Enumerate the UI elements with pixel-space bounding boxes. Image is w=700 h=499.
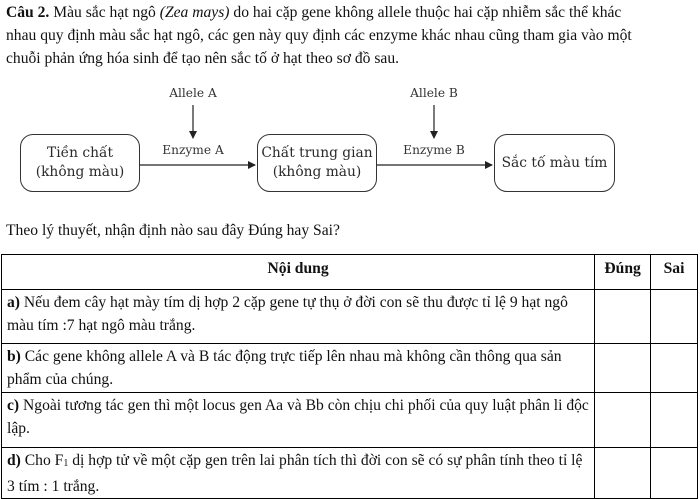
table-header-row xyxy=(2,255,698,290)
answer-false-cell-d[interactable] xyxy=(651,448,698,499)
statement-key: c) xyxy=(7,397,20,414)
allele-b-label: Allele B xyxy=(410,86,458,100)
pathway-diagram xyxy=(0,75,700,205)
table-row xyxy=(2,393,698,448)
table-row xyxy=(2,448,698,499)
allele-a-label: Allele A xyxy=(169,86,217,100)
box-sublabel: (không màu) xyxy=(272,164,362,180)
box-label: Chất trung gian xyxy=(261,145,373,161)
box-label: Sắc tố màu tím xyxy=(501,154,608,171)
statement-text: Ngoài tương tác gen thì một locus gen Aa và Bb còn chịu chi phối của quy luật phân li độc lập. xyxy=(7,397,589,437)
statement-b xyxy=(2,344,595,393)
pigment-box xyxy=(494,134,615,192)
box-sublabel: (không màu) xyxy=(35,164,125,180)
header-true: Đúng xyxy=(595,255,651,290)
table-row xyxy=(2,344,698,393)
statement-text: Cho F xyxy=(20,452,64,469)
intro-line-2: nhau quy định màu sắc hạt ngô, các gen này quy định các enzyme khác nhau cũng tham gia vào một xyxy=(6,27,632,44)
intermediate-box xyxy=(257,134,377,192)
statement-key: a) xyxy=(7,294,20,311)
intro-line-1 xyxy=(6,1,700,24)
precursor-box xyxy=(20,134,140,192)
species-name: (Zea mays) xyxy=(159,4,230,21)
statement-key: b) xyxy=(7,348,21,365)
enzyme-a-label: Enzyme A xyxy=(162,143,224,157)
table-row xyxy=(2,290,698,344)
statement-d xyxy=(2,448,595,499)
statement-text: dị hợp tử về một cặp gen trên lai phân tích thì đời con sẽ có sự phân tính theo tỉ lệ 3 tím : 1 trắng. xyxy=(7,452,583,495)
true-false-table xyxy=(1,254,698,499)
intro-line-3: chuỗi phản ứng hóa sinh để tạo nên sắc tố ở hạt theo sơ đồ sau. xyxy=(6,50,400,67)
subscript: 1 xyxy=(63,458,69,469)
enzyme-b-label: Enzyme B xyxy=(403,143,465,157)
header-content: Nội dung xyxy=(2,255,595,290)
answer-true-cell-d[interactable] xyxy=(595,448,651,499)
answer-false-cell-c[interactable] xyxy=(651,393,698,448)
intro-text: do hai cặp gene không allele thuộc hai cặp nhiễm sắc thể khác xyxy=(229,4,622,21)
statement-c xyxy=(2,393,595,448)
question-number: Câu 2. xyxy=(6,4,50,21)
answer-true-cell-c[interactable] xyxy=(595,393,651,448)
statement-text: Các gene không allele A và B tác động trực tiếp lên nhau mà không cần thông qua sản phẩm của chúng. xyxy=(7,348,562,388)
statement-a xyxy=(2,290,595,344)
answer-false-cell-a[interactable] xyxy=(651,290,698,344)
question-prompt: Theo lý thuyết, nhận định nào sau đây Đúng hay Sai? xyxy=(6,222,340,239)
statement-text: Nếu đem cây hạt mày tím dị hợp 2 cặp gene tự thụ ở đời con sẽ thu được tỉ lệ 9 hạt ngô màu tím :7 hạt ngô màu trắng. xyxy=(7,294,568,334)
header-false: Sai xyxy=(651,255,698,290)
statement-key: d) xyxy=(7,452,21,469)
answer-false-cell-b[interactable] xyxy=(651,344,698,393)
question-intro xyxy=(6,1,700,70)
box-label: Tiền chất xyxy=(47,145,113,161)
answer-true-cell-b[interactable] xyxy=(595,344,651,393)
intro-text: Màu sắc hạt ngô xyxy=(49,4,160,21)
answer-true-cell-a[interactable] xyxy=(595,290,651,344)
